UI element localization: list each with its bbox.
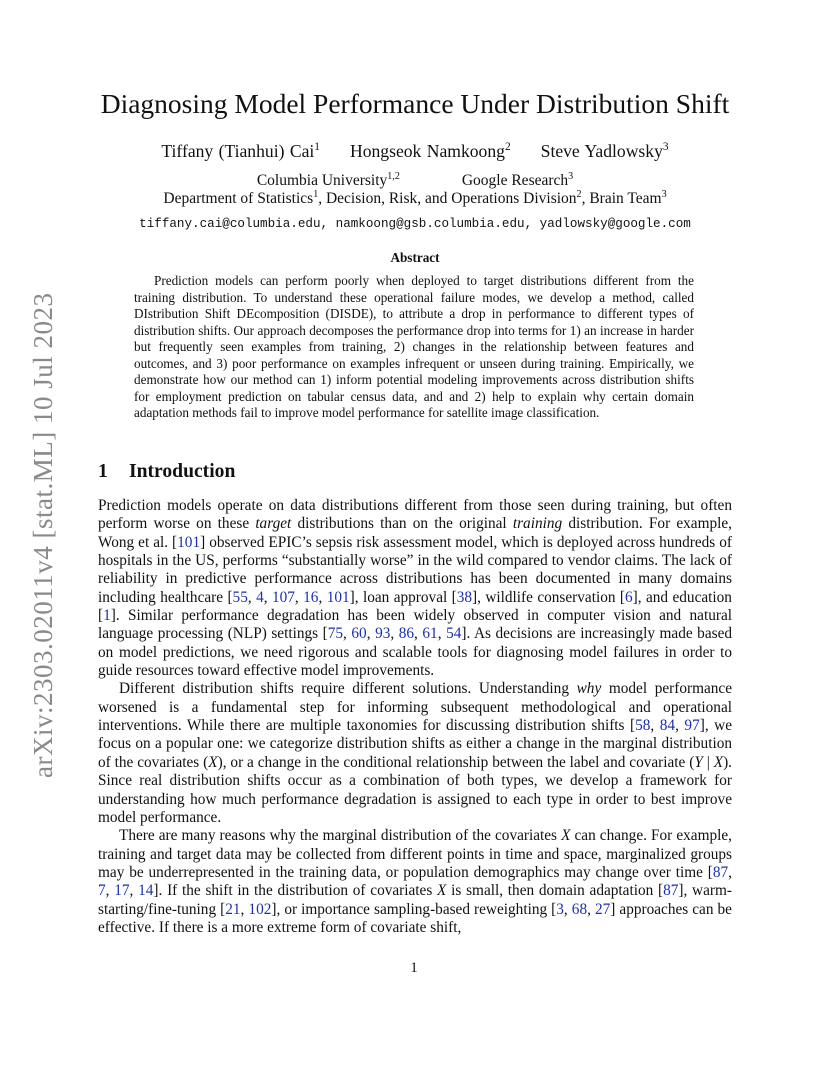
- citation-link[interactable]: 60: [351, 625, 367, 643]
- emphasis: training: [512, 515, 563, 533]
- citation-link[interactable]: 68: [571, 900, 588, 918]
- emphasis: Y: [694, 753, 703, 771]
- author-name: Hongseok Namkoong: [350, 141, 505, 161]
- citation-link[interactable]: 75: [327, 625, 344, 643]
- affiliation-departments: [98, 189, 732, 208]
- emphasis: target: [255, 515, 292, 533]
- citation-link[interactable]: 101: [326, 588, 350, 606]
- author-emails: tiffany.cai@columbia.edu, namkoong@gsb.columbia.edu, yadlowsky@google.com: [139, 217, 691, 231]
- citation-link[interactable]: 93: [375, 625, 391, 643]
- citation-link[interactable]: 54: [446, 625, 462, 643]
- section-title: Introduction: [129, 461, 236, 482]
- affiliation-mark: 3: [661, 189, 667, 200]
- author-list: [98, 141, 732, 162]
- emphasis: X: [561, 827, 571, 845]
- page-number: 1: [410, 960, 418, 976]
- author-name: Tiffany (Tianhui) Cai: [161, 141, 315, 161]
- citation-link[interactable]: 107: [271, 588, 295, 606]
- institution-name: Columbia University: [256, 172, 388, 190]
- department-name: Department of Statistics: [163, 190, 314, 208]
- abstract-heading: Abstract: [390, 250, 440, 265]
- arxiv-identifier: arXiv:2303.02011v4 [stat.ML] 10 Jul 2023: [28, 292, 58, 778]
- citation-link[interactable]: 7: [98, 882, 106, 900]
- section-body: [98, 497, 732, 937]
- affiliation-mark: 1: [313, 189, 319, 200]
- citation-link[interactable]: 14: [138, 882, 154, 900]
- affiliation-mark: 1,2: [387, 171, 400, 182]
- paragraph: There are many reasons why the marginal distribution of the covariates X can change. For example, training and target data may be collected from different points in time and space, marginalized groups may be underrepresented in the training data, or population demographics may change over time [87, 7, 17, 14]. If the shift in the distribution of covariates X is small, then domain adaptation [87], warm-starting/fine-tuning [21, 102], or importance sampling-based reweighting [3, 68, 27] approaches can be effective. If there is a more extreme form of covariate shift,: [98, 827, 732, 936]
- citation-link[interactable]: 86: [398, 625, 415, 643]
- citation-link[interactable]: 17: [114, 882, 130, 900]
- emphasis: X: [437, 882, 447, 900]
- emphasis: X: [208, 753, 218, 771]
- citation-link[interactable]: 61: [422, 625, 438, 643]
- author-affiliation-mark: 1: [314, 141, 320, 154]
- citation-link[interactable]: 4: [256, 588, 264, 606]
- emphasis: why: [576, 680, 602, 698]
- citation-link[interactable]: 87: [663, 882, 679, 900]
- author-name: Steve Yadlowsky: [540, 141, 663, 161]
- department-name: , Brain Team: [581, 190, 662, 208]
- paper-title: Diagnosing Model Performance Under Distribution Shift: [100, 88, 730, 119]
- citation-link[interactable]: 3: [556, 900, 564, 918]
- citation-link[interactable]: 84: [659, 717, 676, 735]
- emphasis: X: [713, 753, 724, 771]
- citation-link[interactable]: 55: [232, 588, 248, 606]
- citation-link[interactable]: 58: [635, 717, 651, 735]
- paragraph: Prediction models operate on data distributions different from those seen during training, but often perform worse on these target distributions than on the original training distribution. For example, Wong et al. [101] observed EPIC’s sepsis risk assessment model, which is deployed across hundreds of hospitals in the US, performs “substantially worse” in the wild compared to vendor claims. The lack of reliability in predictive performance across distributions has been documented in many domains including healthcare [55, 4, 107, 16, 101], loan approval [38], wildlife conservation [6], and education [1]. Similar performance degradation has been widely observed in computer vision and natural language processing (NLP) settings [75, 60, 93, 86, 61, 54]. As decisions are increasingly made based on model predictions, we need rigorous and scalable tools for diagnosing model failures in order to guide resources toward effective model improvements.: [98, 497, 733, 680]
- affiliation-institutions: [98, 171, 732, 190]
- citation-link[interactable]: 21: [225, 900, 241, 918]
- department-name: , Decision, Risk, and Operations Division: [318, 190, 577, 208]
- author-affiliation-mark: 2: [504, 141, 511, 154]
- section-heading: [98, 461, 235, 483]
- affiliation-mark: 3: [568, 171, 574, 182]
- citation-link[interactable]: 97: [684, 717, 700, 735]
- citation-link[interactable]: 87: [712, 863, 729, 881]
- citation-link[interactable]: 1: [103, 607, 111, 625]
- citation-link[interactable]: 16: [303, 588, 319, 606]
- affiliation-mark: 2: [576, 189, 582, 200]
- section-number: 1: [98, 461, 108, 482]
- paragraph: Different distribution shifts require different solutions. Understanding why model performance worsened is a fundamental step for informing subsequent methodological and operational interventions. While there are multiple taxonomies for discussing distribution shifts [58, 84, 97], we focus on a popular one: we categorize distribution shifts as either a change in the marginal distribution of the covariates (X), or a change in the conditional relationship between the label and covariate (Y | X). Since real distribution shifts occur as a combination of both types, we develop a framework for understanding how much performance degradation is assigned to each type in order to best improve model performance.: [98, 680, 732, 826]
- citation-link[interactable]: 101: [177, 533, 201, 551]
- citation-link[interactable]: 102: [248, 900, 272, 918]
- institution-name: Google Research: [461, 172, 569, 190]
- abstract-text: Prediction models can perform poorly when deployed to target distributions different from the training distribution. To understand these operational failure modes, we develop a method, called DIstribution Shift DEcomposition (DISDE), to attribute a drop in performance to different types of distribution shifts. Our approach decomposes the performance drop into terms for 1) an increase in harder but frequently seen examples from training, 2) changes in the relationship between features and outcomes, and 3) poor performance on examples infrequent or unseen during training. Empirically, we demonstrate how our method can 1) inform potential modeling improvements across distribution shifts for employment prediction on tabular census data, and and 2) help to explain why certain domain adaptation methods fail to improve model performance for satellite image classification.: [134, 273, 694, 420]
- citation-link[interactable]: 27: [594, 900, 611, 918]
- citation-link[interactable]: 38: [456, 588, 473, 606]
- author-affiliation-mark: 3: [662, 141, 669, 154]
- arxiv-sidebar: [22, 290, 62, 780]
- citation-link[interactable]: 6: [625, 588, 633, 606]
